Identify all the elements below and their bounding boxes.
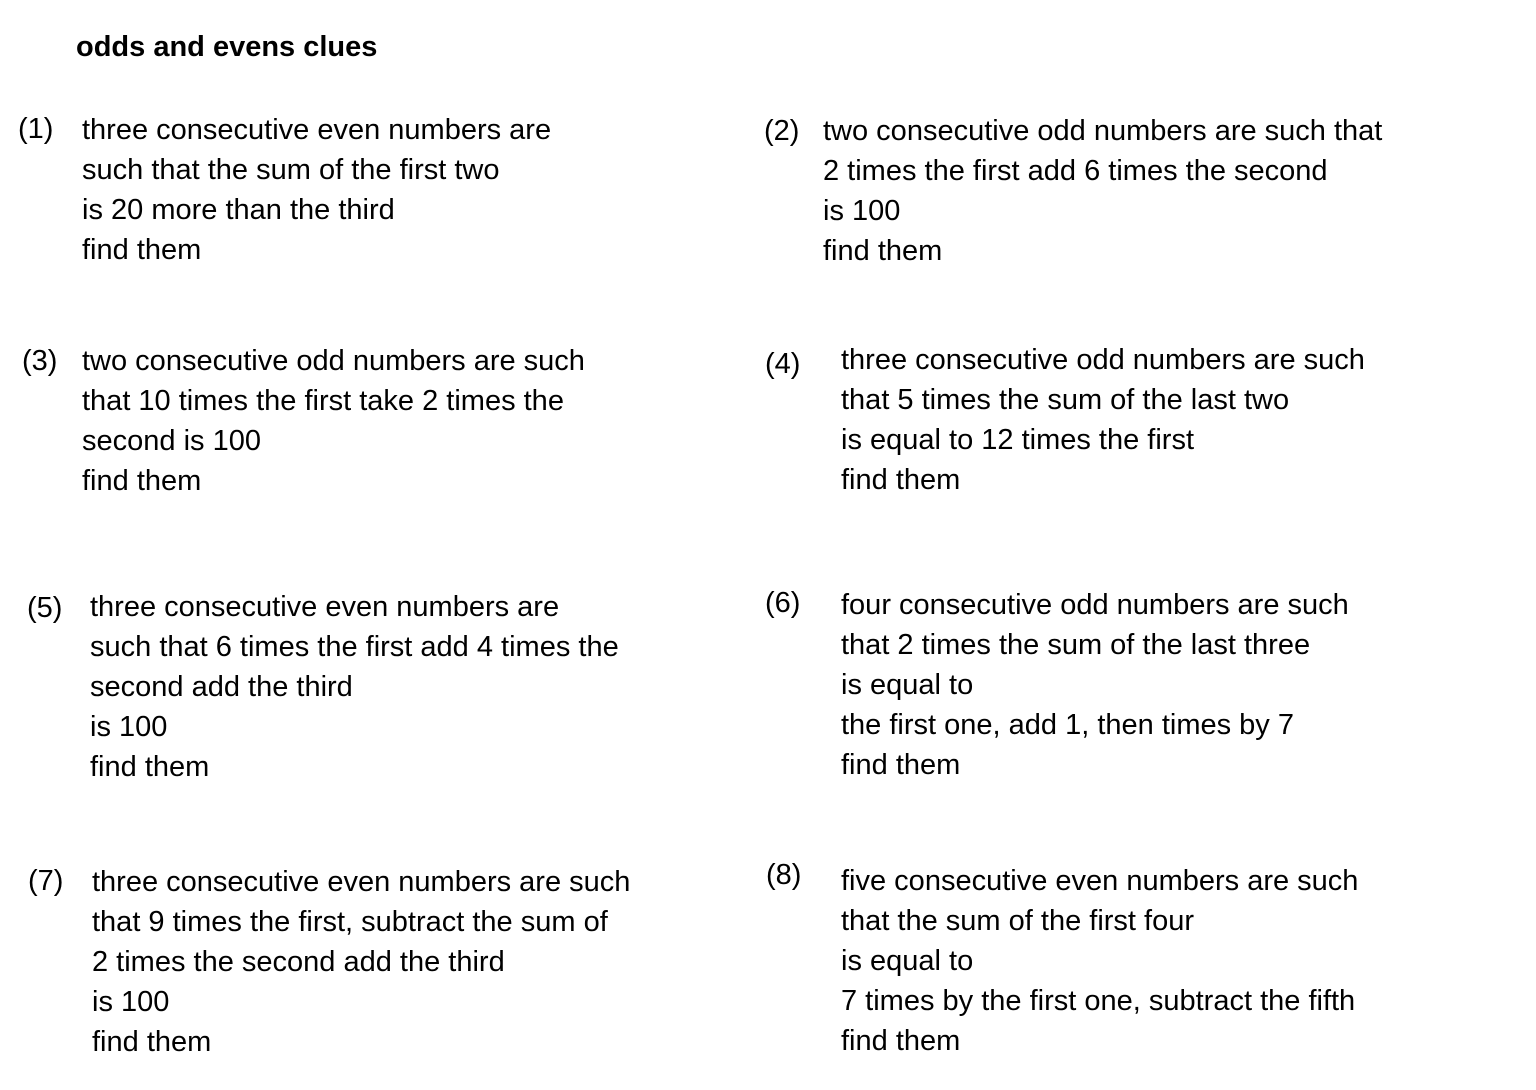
problem-8-line-3: is equal to bbox=[841, 945, 974, 977]
problem-2-text bbox=[823, 111, 1382, 271]
problem-7-line-5: find them bbox=[92, 1026, 212, 1058]
problem-8-line-1: five consecutive even numbers are such bbox=[841, 865, 1359, 897]
problem-6-text bbox=[841, 585, 1349, 785]
problem-5-number: (5) bbox=[27, 592, 63, 624]
problem-5-line-1: three consecutive even numbers are bbox=[90, 591, 560, 623]
problem-4-text bbox=[841, 340, 1365, 500]
problem-1-line-3: is 20 more than the third bbox=[82, 194, 395, 226]
page-title: odds and evens clues bbox=[76, 31, 378, 63]
problem-7-line-2: that 9 times the first, subtract the sum of bbox=[92, 906, 608, 938]
problem-5-line-4: is 100 bbox=[90, 711, 168, 743]
problem-8-text bbox=[841, 861, 1358, 1061]
problem-1-line-1: three consecutive even numbers are bbox=[82, 114, 552, 146]
problem-6-line-3: is equal to bbox=[841, 669, 974, 701]
problem-6-line-1: four consecutive odd numbers are such bbox=[841, 589, 1349, 621]
problem-3-line-1: two consecutive odd numbers are such bbox=[82, 345, 585, 377]
problem-2-line-3: is 100 bbox=[823, 195, 901, 227]
problem-5-line-5: find them bbox=[90, 751, 210, 783]
problem-3-number: (3) bbox=[22, 345, 58, 377]
problem-3-text bbox=[82, 341, 585, 501]
problem-7-line-3: 2 times the second add the third bbox=[92, 946, 505, 978]
problem-2-line-4: find them bbox=[823, 235, 943, 267]
problem-6-line-5: find them bbox=[841, 749, 961, 781]
problem-7-line-4: is 100 bbox=[92, 986, 170, 1018]
problem-5-line-3: second add the third bbox=[90, 671, 353, 703]
problem-1-number: (1) bbox=[18, 113, 54, 145]
problem-3-line-2: that 10 times the first take 2 times the bbox=[82, 385, 564, 417]
problem-5-line-2: such that 6 times the first add 4 times the bbox=[90, 631, 619, 663]
problem-1-line-2: such that the sum of the first two bbox=[82, 154, 500, 186]
problem-4-line-4: find them bbox=[841, 464, 961, 496]
problem-3-line-4: find them bbox=[82, 465, 202, 497]
problem-6-number: (6) bbox=[765, 587, 801, 619]
problem-3-line-3: second is 100 bbox=[82, 425, 261, 457]
problem-4-line-3: is equal to 12 times the first bbox=[841, 424, 1194, 456]
problem-7-text bbox=[92, 862, 630, 1062]
problem-2-number: (2) bbox=[764, 115, 800, 147]
problem-7-line-1: three consecutive even numbers are such bbox=[92, 866, 631, 898]
problem-8-line-4: 7 times by the first one, subtract the fifth bbox=[841, 985, 1356, 1017]
problem-6-line-4: the first one, add 1, then times by 7 bbox=[841, 709, 1294, 741]
problem-1-line-4: find them bbox=[82, 234, 202, 266]
problem-8-line-5: find them bbox=[841, 1025, 961, 1057]
problem-4-line-2: that 5 times the sum of the last two bbox=[841, 384, 1290, 416]
problem-8-line-2: that the sum of the first four bbox=[841, 905, 1194, 937]
problem-6-line-2: that 2 times the sum of the last three bbox=[841, 629, 1311, 661]
problem-8-number: (8) bbox=[766, 859, 802, 891]
problem-4-number: (4) bbox=[765, 348, 801, 380]
problem-7-number: (7) bbox=[28, 865, 64, 897]
problem-2-line-1: two consecutive odd numbers are such that bbox=[823, 115, 1383, 147]
problem-4-line-1: three consecutive odd numbers are such bbox=[841, 344, 1365, 376]
problem-5-text bbox=[90, 587, 619, 787]
problem-1-text bbox=[82, 110, 551, 270]
problem-2-line-2: 2 times the first add 6 times the second bbox=[823, 155, 1328, 187]
